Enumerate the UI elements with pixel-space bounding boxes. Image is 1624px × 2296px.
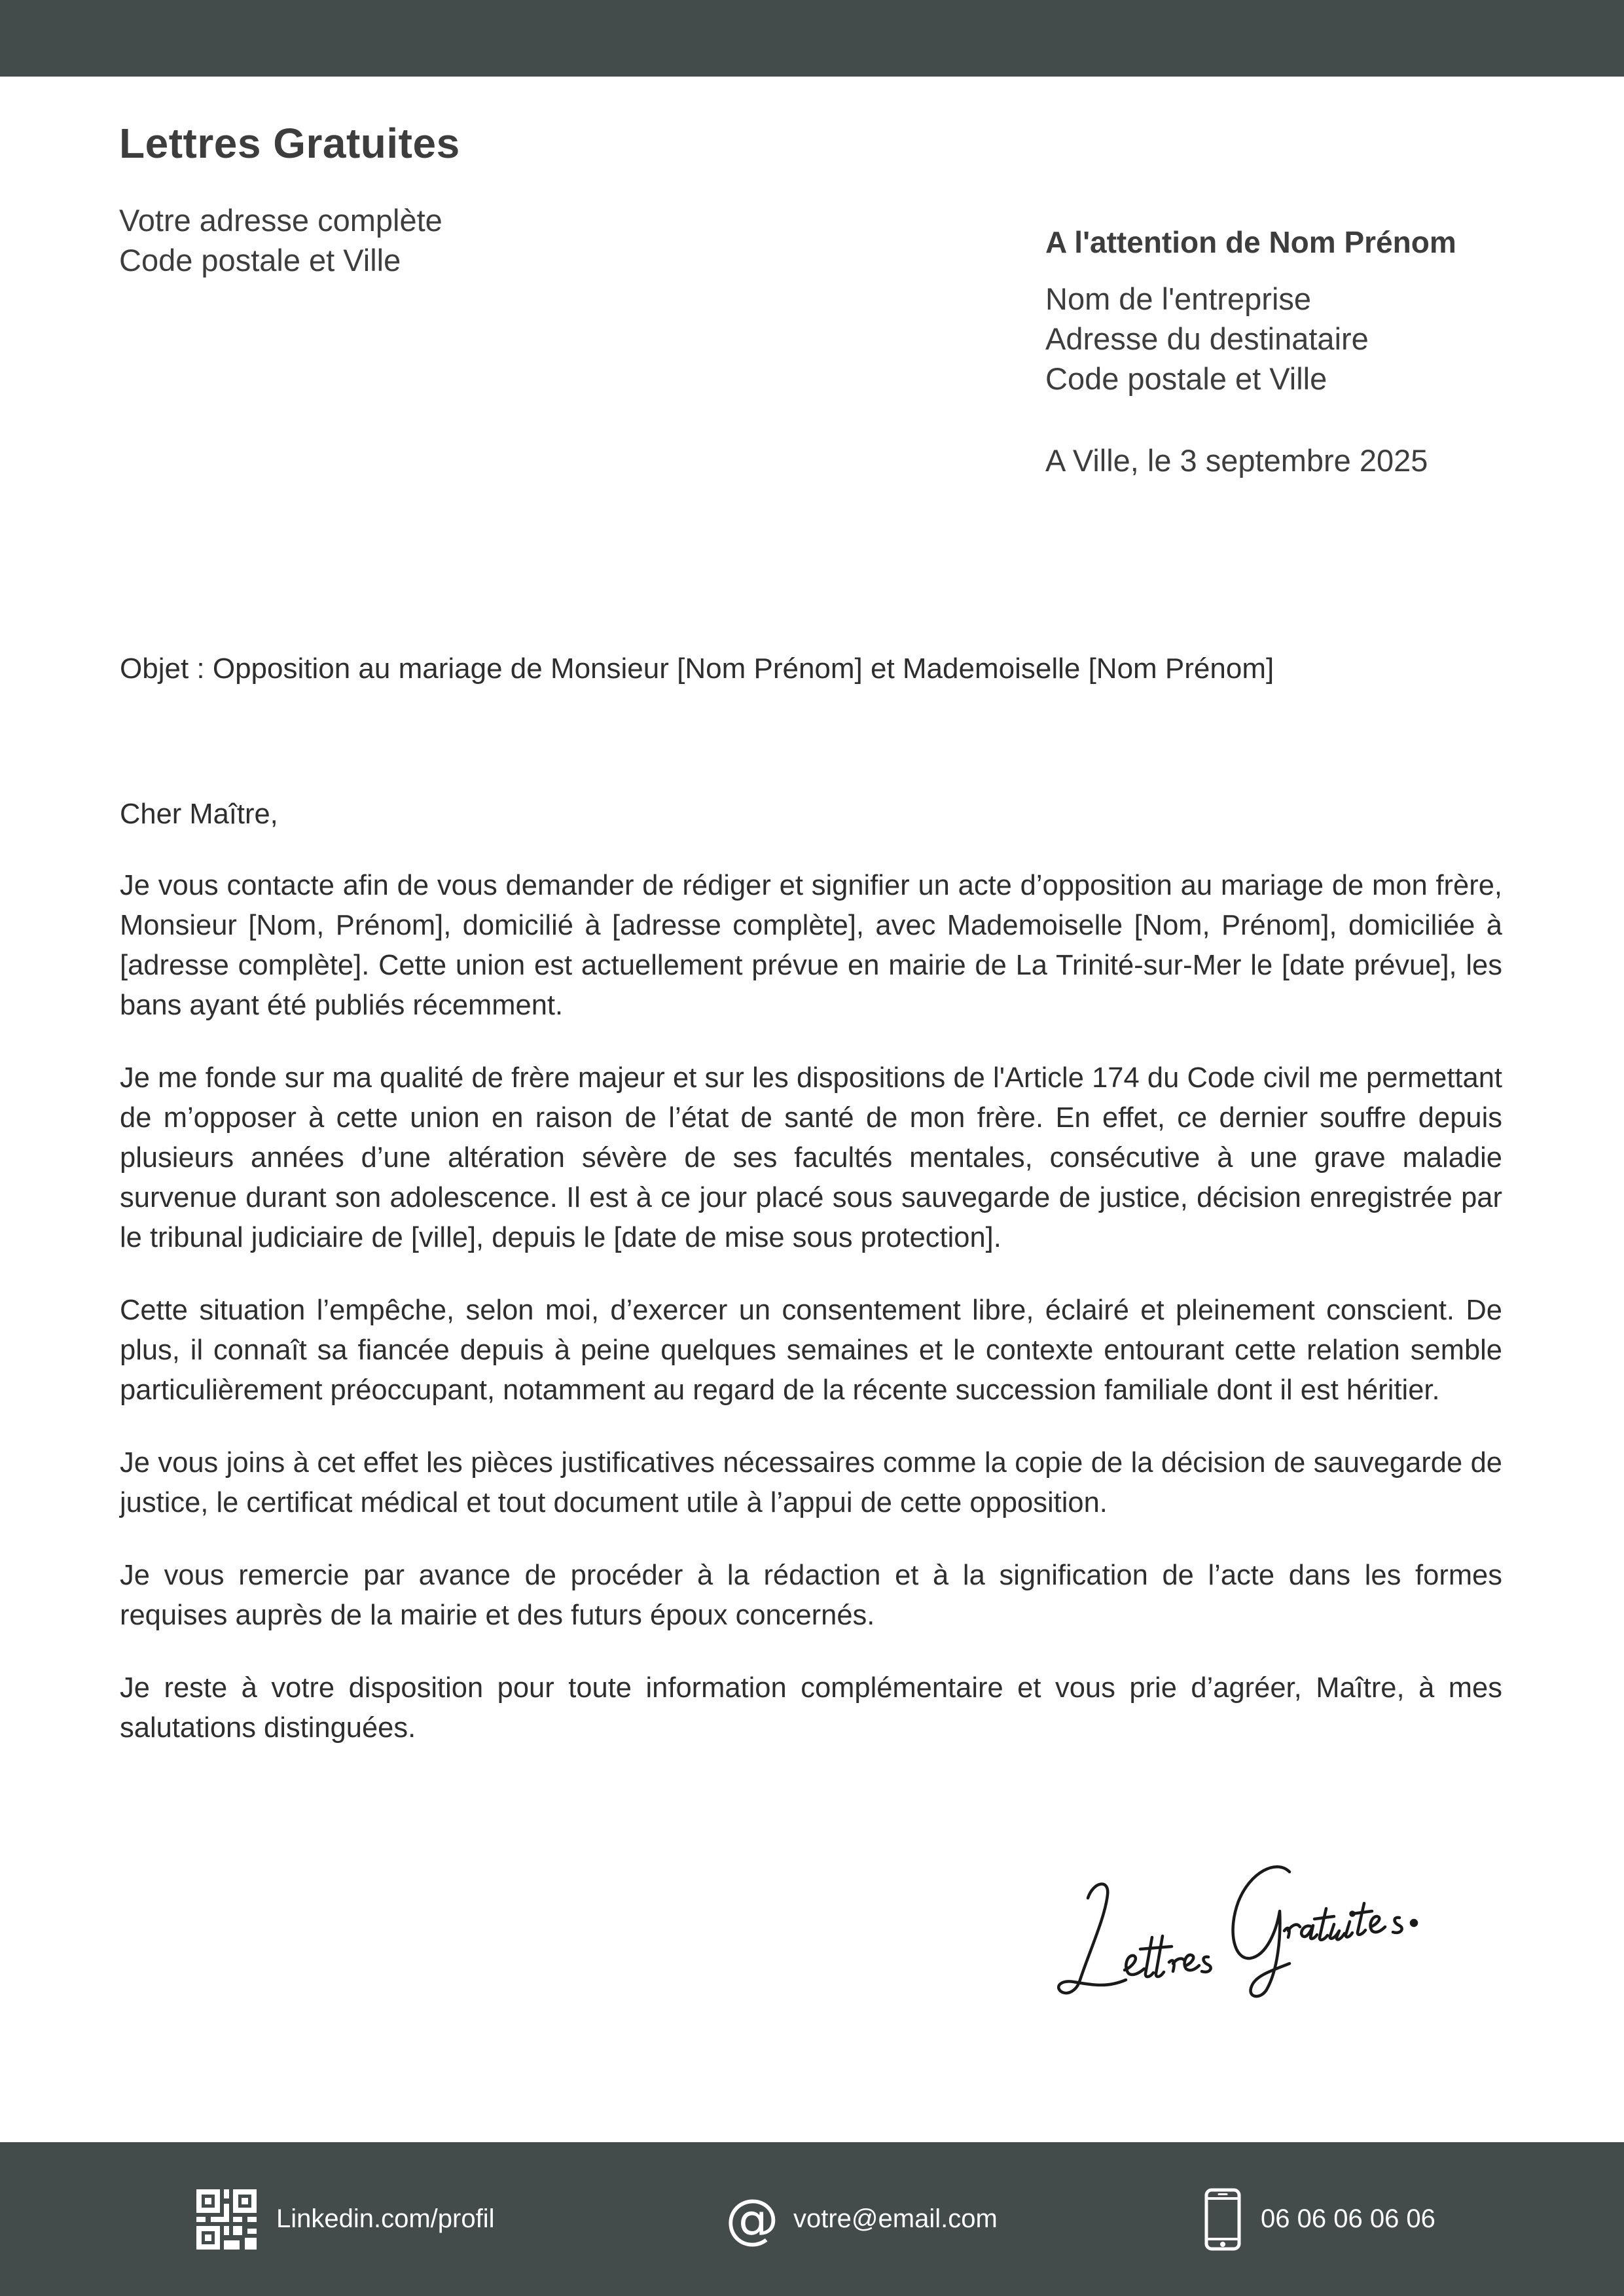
letter-subject: Objet : Opposition au mariage de Monsieur [Nom Prénom] et Mademoiselle [Nom Prénom] [120, 653, 1274, 685]
signature [1047, 1846, 1427, 2003]
qr-code-icon [196, 2189, 257, 2250]
paragraph-5: Je vous remercie par avance de procéder à la rédaction et à la signification de l’acte dans les formes requises auprès de la mairie et des futurs époux concernés. [120, 1560, 1502, 1631]
recipient-street: Adresse du destinataire [1045, 321, 1369, 356]
sender-address-line2: Code postale et Ville [119, 243, 401, 278]
recipient-attention: A l'attention de Nom Prénom [1045, 225, 1456, 259]
paragraph-2: Je me fonde sur ma qualité de frère majeur et sur les dispositions de l'Article 174 du Code civil me permettant de m’opposer à cette union en raison de l’état de santé de mon frère. En effet, ce dernier souffre depuis plusieurs années d’une altération sévère de ses facultés mentales, consécutive à une grave maladie survenue durant son adolescence. Il est à ce jour placé sous sauvegarde de justice, décision enregistrée par le tribunal judiciaire de [ville], depuis le [date de mise sous protection]. [120, 1062, 1502, 1253]
paragraph-4: Je vous joins à cet effet les pièces justificatives nécessaires comme la copie de la décision de sauvegarde de justice, le certificat médical et tout document utile à l’appui de cette opposition. [120, 1447, 1502, 1518]
letter-body [120, 795, 1502, 1781]
letter-date: A Ville, le 3 septembre 2025 [1045, 443, 1428, 478]
sender-name: Lettres Gratuites [119, 120, 460, 167]
footer-email[interactable] [725, 2142, 998, 2296]
sender-address-line1: Votre adresse complète [119, 203, 442, 238]
recipient-city: Code postale et Ville [1045, 361, 1327, 396]
salutation: Cher Maître, [120, 798, 278, 830]
email-link[interactable]: votre@email.com [793, 2204, 998, 2233]
footer-linkedin[interactable] [196, 2142, 495, 2296]
paragraph-6: Je reste à votre disposition pour toute information complémentaire et vous prie d’agréer, Maître, à mes salutations distinguées. [120, 1672, 1502, 1744]
top-bar [0, 0, 1624, 77]
phone-number[interactable]: 06 06 06 06 06 [1261, 2204, 1435, 2233]
sender-address [119, 200, 442, 280]
at-sign-icon: @ [725, 2187, 779, 2250]
recipient-block [1045, 223, 1456, 480]
paragraph-3: Cette situation l’empêche, selon moi, d’exercer un consentement libre, éclairé et pleinement conscient. De plus, il connaît sa fiancée depuis à peine quelques semaines et le contexte entourant cette relation semble particulièrement préoccupant, notamment au regard de la récente succession familiale dont il est héritier. [120, 1295, 1502, 1406]
recipient-company: Nom de l'entreprise [1045, 281, 1312, 316]
footer [0, 2142, 1624, 2296]
phone-icon [1204, 2188, 1241, 2251]
recipient-address [1045, 279, 1456, 399]
footer-phone[interactable] [1204, 2142, 1435, 2296]
paragraph-1: Je vous contacte afin de vous demander de rédiger et signifier un acte d’opposition au mariage de mon frère, Monsieur [Nom, Prénom], domicilié à [adresse complète], avec Mademoiselle [Nom, Prénom], domiciliée à [adresse complète]. Cette union est actuellement prévue en mairie de La Trinité-sur-Mer le [date prévue], les bans ayant été publiés récemment. [120, 870, 1502, 1021]
linkedin-link[interactable]: Linkedin.com/profil [276, 2204, 495, 2233]
